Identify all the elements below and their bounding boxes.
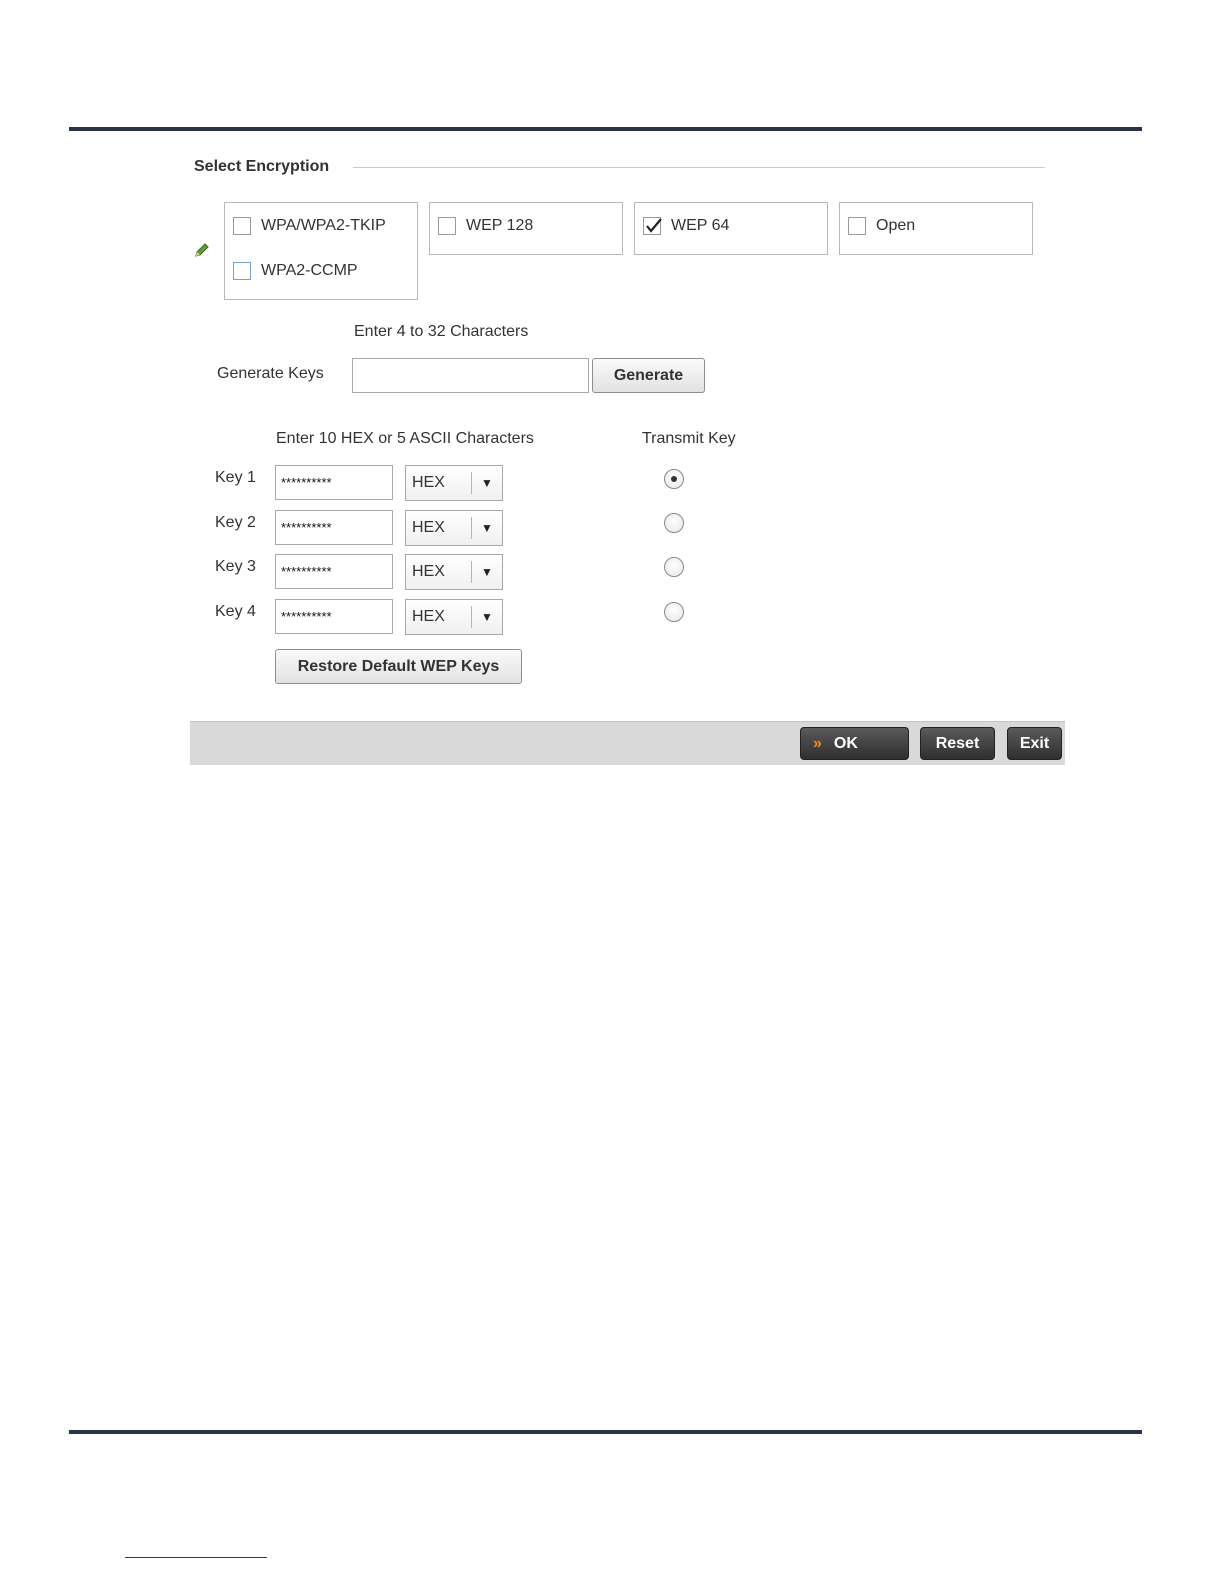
exit-button[interactable]: Exit xyxy=(1007,727,1062,760)
key-4-transmit-radio[interactable] xyxy=(664,602,684,622)
key-4-input[interactable] xyxy=(275,599,393,634)
chevron-down-icon[interactable]: ▼ xyxy=(481,565,493,579)
wpa2-ccmp-option[interactable] xyxy=(233,262,358,280)
wep64-checkbox[interactable] xyxy=(643,217,661,235)
wep64-label: WEP 64 xyxy=(671,217,730,234)
key-1-input[interactable] xyxy=(275,465,393,500)
header-rule xyxy=(69,127,1142,131)
footer-link-underline xyxy=(125,1557,267,1558)
key-2-format-value: HEX xyxy=(412,519,445,536)
wep128-checkbox[interactable] xyxy=(438,217,456,235)
wpa2-ccmp-checkbox[interactable] xyxy=(233,262,251,280)
wep128-option[interactable] xyxy=(438,217,533,235)
wpa-tkip-option[interactable] xyxy=(233,217,386,235)
transmit-key-label: Transmit Key xyxy=(642,430,736,447)
ok-button[interactable] xyxy=(800,727,909,760)
open-option[interactable] xyxy=(848,217,915,235)
key-2-transmit-radio[interactable] xyxy=(664,513,684,533)
chevron-down-icon[interactable]: ▼ xyxy=(481,610,493,624)
generate-hint: Enter 4 to 32 Characters xyxy=(354,323,529,340)
key-2-format-select[interactable] xyxy=(405,510,503,546)
double-chevron-right-icon: » xyxy=(813,734,820,752)
wep128-label: WEP 128 xyxy=(466,217,534,234)
generate-keys-label: Generate Keys xyxy=(217,365,324,382)
key-4-format-value: HEX xyxy=(412,608,445,625)
restore-default-wep-keys-button[interactable]: Restore Default WEP Keys xyxy=(275,649,522,684)
key-4-format-select[interactable] xyxy=(405,599,503,635)
generate-passphrase-input[interactable] xyxy=(352,358,589,393)
ok-button-label: OK xyxy=(833,734,858,752)
key-2-input[interactable] xyxy=(275,510,393,545)
chevron-down-icon[interactable]: ▼ xyxy=(481,521,493,535)
keys-hint: Enter 10 HEX or 5 ASCII Characters xyxy=(276,430,534,447)
key-2-label: Key 2 xyxy=(215,514,256,531)
key-3-label: Key 3 xyxy=(215,558,256,575)
key-1-transmit-radio[interactable] xyxy=(664,469,684,489)
key-3-input[interactable] xyxy=(275,554,393,589)
open-label: Open xyxy=(876,217,916,234)
key-4-label: Key 4 xyxy=(215,603,256,620)
wpa-tkip-label: WPA/WPA2-TKIP xyxy=(261,217,386,234)
wep64-option[interactable] xyxy=(643,217,729,235)
open-checkbox[interactable] xyxy=(848,217,866,235)
wpa2-ccmp-label: WPA2-CCMP xyxy=(261,262,358,279)
generate-button[interactable]: Generate xyxy=(592,358,705,393)
wpa-tkip-checkbox[interactable] xyxy=(233,217,251,235)
pencil-icon xyxy=(193,241,211,259)
key-1-label: Key 1 xyxy=(215,469,256,486)
checkmark-icon xyxy=(644,216,664,236)
key-3-transmit-radio[interactable] xyxy=(664,557,684,577)
radio-selected-dot xyxy=(671,476,677,482)
chevron-down-icon[interactable]: ▼ xyxy=(481,476,493,490)
section-title: Select Encryption xyxy=(194,158,330,175)
key-1-format-value: HEX xyxy=(412,474,445,491)
footer-rule xyxy=(69,1430,1142,1434)
key-3-format-value: HEX xyxy=(412,563,445,580)
key-3-format-select[interactable] xyxy=(405,554,503,590)
section-divider xyxy=(353,167,1045,168)
reset-button[interactable]: Reset xyxy=(920,727,995,760)
key-1-format-select[interactable] xyxy=(405,465,503,501)
